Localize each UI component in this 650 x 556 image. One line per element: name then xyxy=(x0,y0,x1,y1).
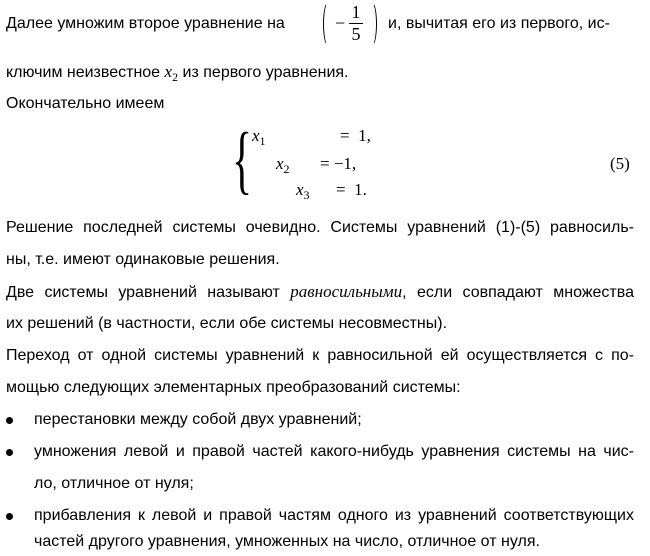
paragraph-1-line-2-tail: из первого уравнения. xyxy=(182,64,349,81)
bullet-3-line-2: частей другого уравнения, умноженных на число, отличное от нуля. xyxy=(34,533,540,550)
left-parenthesis xyxy=(323,2,333,46)
paragraph-1-line-2 xyxy=(6,62,349,83)
equation-3-variable xyxy=(296,180,310,202)
paragraph-1-line-1 xyxy=(6,14,285,34)
paragraph-3-line-1: Решение последней системы очевидно. Системы уравнений (1)-(5) равносиль- xyxy=(6,219,634,236)
paragraph-4-text-after-term: , если совпадают множества xyxy=(402,284,634,301)
bullet-marker xyxy=(6,449,13,456)
variable-subscript: 2 xyxy=(172,70,179,84)
equation-1-rhs: = 1, xyxy=(340,126,371,145)
equation-2-variable xyxy=(276,154,290,176)
variable-x2 xyxy=(164,62,179,84)
equation-1-variable xyxy=(252,126,266,148)
equation-2-var-letter: x xyxy=(276,154,284,173)
equation-1-subscript: 1 xyxy=(259,134,266,148)
fraction-denominator: 5 xyxy=(351,24,361,44)
paragraph-4-line-2: их решений (в частности, если обе системы несовместны). xyxy=(6,315,448,332)
paragraph-2: Окончательно имеем xyxy=(6,95,165,112)
equation-system xyxy=(232,118,650,204)
term-ravnosilnymi: равносильными xyxy=(290,282,403,301)
curly-brace: { xyxy=(232,118,253,202)
equation-3-var-letter: x xyxy=(296,180,304,199)
paragraph-5-line-2: мощью следующих элементарных преобразований системы: xyxy=(6,379,461,396)
bullet-1-line-1: перестановки между собой двух уравнений; xyxy=(34,411,362,428)
equation-3 xyxy=(296,180,310,201)
paragraph-1-text-before-fraction: Далее умножим второе уравнение на xyxy=(6,15,285,32)
fraction-numerator: 1 xyxy=(351,2,361,22)
bullet-2-line-1: умножения левой и правой частей какого-нибудь уравнения системы на чис- xyxy=(34,443,634,460)
paragraph-4-text: Две системы уравнений называют xyxy=(6,284,280,301)
equation-2-rhs: = −1, xyxy=(320,154,357,173)
equation-1 xyxy=(252,126,266,147)
equation-3-rhs: = 1. xyxy=(336,180,367,199)
equation-1-var-letter: x xyxy=(252,126,260,145)
bullet-marker xyxy=(6,417,13,424)
paragraph-1-line-1-continuation xyxy=(388,14,610,34)
bullet-marker xyxy=(6,513,13,520)
variable-letter: x xyxy=(164,62,173,81)
equation-2-subscript: 2 xyxy=(283,162,290,176)
paragraph-1-text-after-fraction: и, вычитая его из первого, ис- xyxy=(388,15,610,32)
bullet-2-line-2: ло, отличное от нуля; xyxy=(34,475,194,492)
bullet-3-line-1: прибавления к левой и правой частям одного из уравнений соответствующих xyxy=(34,507,634,524)
paragraph-1-line-2-text: ключим неизвестное xyxy=(6,64,161,81)
equation-number: (5) xyxy=(610,154,630,173)
paragraph-4-line-1 xyxy=(6,282,634,303)
equation-3-subscript: 3 xyxy=(303,188,310,202)
right-parenthesis xyxy=(367,2,377,46)
paragraph-3-line-2: ны, т.е. имеют одинаковые решения. xyxy=(6,251,280,268)
fraction-sign: − xyxy=(335,13,346,33)
fraction-minus-one-fifth xyxy=(321,0,379,48)
paragraph-5-line-1: Переход от одной системы уравнений к равносильной ей осуществляется с по- xyxy=(6,347,634,364)
equation-2 xyxy=(276,154,290,175)
